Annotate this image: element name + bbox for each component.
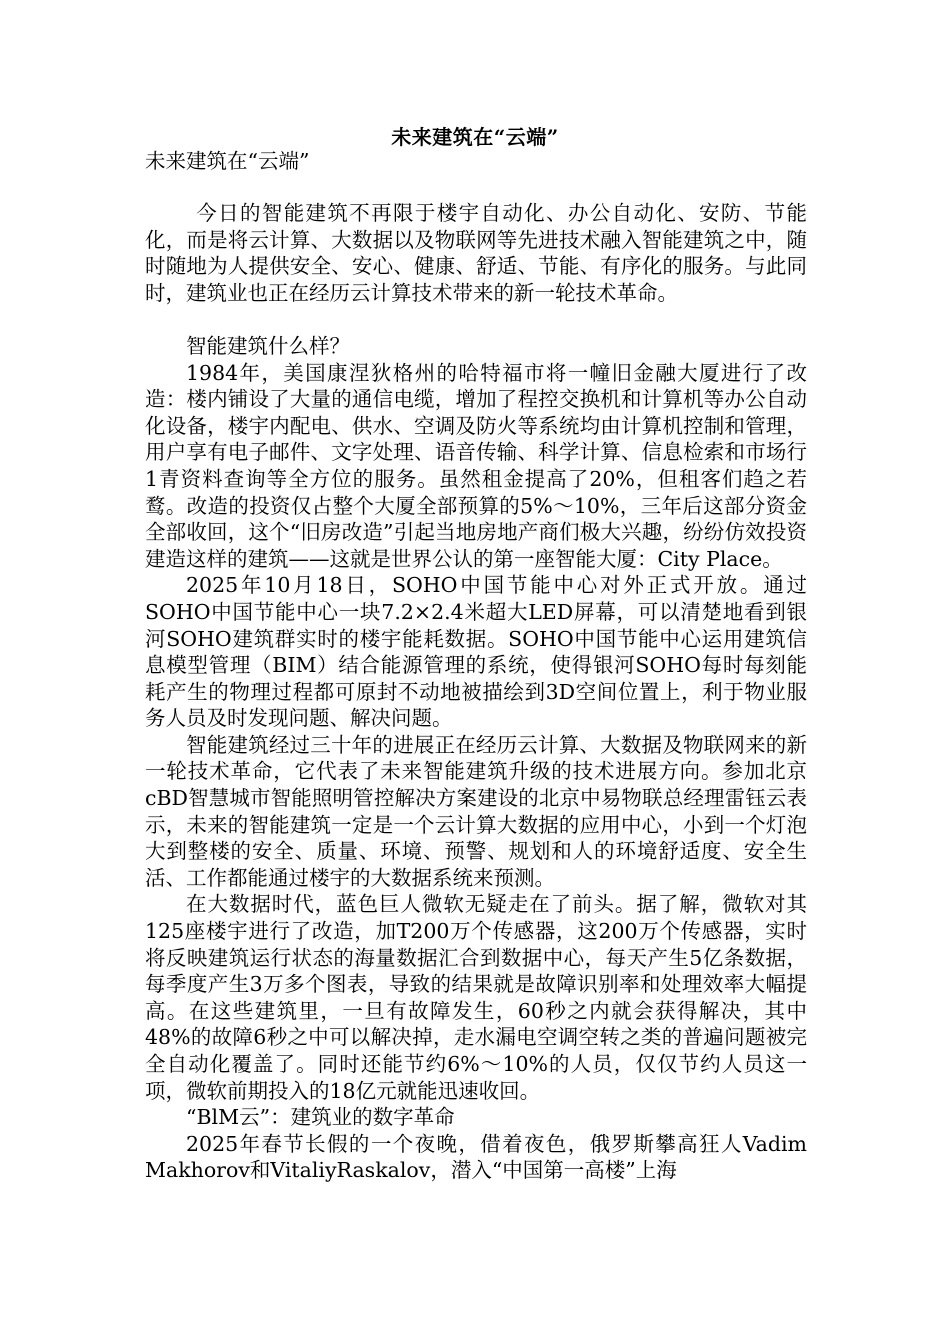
body-paragraph: 2025年10月18日，SOHO中国节能中心对外正式开放。通过SOHO中国节能中心一块7.2×2.4米超大LED屏幕，可以清楚地看到银河SOHO建筑群实时的楼宇能耗数据。SOHO中国节能中心运用建筑信息模型管理（BIM）结合能源管理的系统，使得银河SOHO每时每刻能耗产生的物理过程都可原封不动地被描绘到3D空间位置上，利于物业服务人员及时发现问题、解决问题。	[145, 573, 807, 731]
body-paragraph: 2025年春节长假的一个夜晚，借着夜色，俄罗斯攀高狂人Vadim Makhorov和VitaliyRaskalov，潜入“中国第一高楼”上海	[145, 1131, 807, 1183]
body-paragraph: 1984年，美国康涅狄格州的哈特福市将一幢旧金融大厦进行了改造：楼内铺设了大量的通信电缆，增加了程控交换机和计算机等办公自动化设备，楼宇内配电、供水、空调及防火等系统均由计算机控制和管理，用户享有电子邮件、文字处理、语音传输、科学计算、信息检索和市场行1青资料查询等全方位的服务。虽然租金提高了20%，但租客们趋之若鹜。改造的投资仅占整个大厦全部预算的5%～10%，三年后这部分资金全部收回，这个“旧房改造”引起当地房地产商们极大兴趣，纷纷仿效投资建造这样的建筑——这就是世界公认的第一座智能大厦：City Place。	[145, 360, 807, 571]
body-paragraph: 智能建筑经过三十年的进展正在经历云计算、大数据及物联网来的新一轮技术革命，它代表了未来智能建筑升级的技术进展方向。参加北京cBD智慧城市智能照明管控解决方案建设的北京中易物联总经理雷钰云表示，未来的智能建筑一定是一个云计算大数据的应用中心，小到一个灯泡大到整楼的安全、质量、环境、预警、规划和人的环境舒适度、安全生活、工作都能通过楼宇的大数据系统来预测。	[145, 732, 807, 890]
body-paragraph: 在大数据时代，蓝色巨人微软无疑走在了前头。据了解，微软对其125座楼宇进行了改造，加T200万个传感器，这200万个传感器，实时将反映建筑运行状态的海量数据汇合到数据中心，每天产生5亿条数据，每季度产生3万多个图表，导致的结果就是故障识别率和处理效率大幅提高。在这些建筑里，一旦有故障发生，60秒之内就会获得解决，其中48%的故障6秒之中可以解决掉，走水漏电空调空转之类的普遍问题被完全自动化覆盖了。同时还能节约6%～10%的人员，仅仅节约人员这一项，微软前期投入的18亿元就能迅速收回。	[145, 892, 807, 1103]
document-title: 未来建筑在“云端”	[391, 125, 559, 149]
document-body	[145, 200, 807, 1184]
section-heading: 智能建筑什么样？	[186, 333, 350, 358]
document-subtitle: 未来建筑在“云端”	[145, 149, 310, 173]
section-heading: “BlM云”：建筑业的数字革命	[186, 1105, 455, 1130]
intro-paragraph: 今日的智能建筑不再限于楼宇自动化、办公自动化、安防、节能化，而是将云计算、大数据以及物联网等先进技术融入智能建筑之中，随时随地为人提供安全、安心、健康、舒适、节能、有序化的服务。与此同时，建筑业也正在经历云计算技术带来的新一轮技术革命。	[145, 201, 807, 305]
